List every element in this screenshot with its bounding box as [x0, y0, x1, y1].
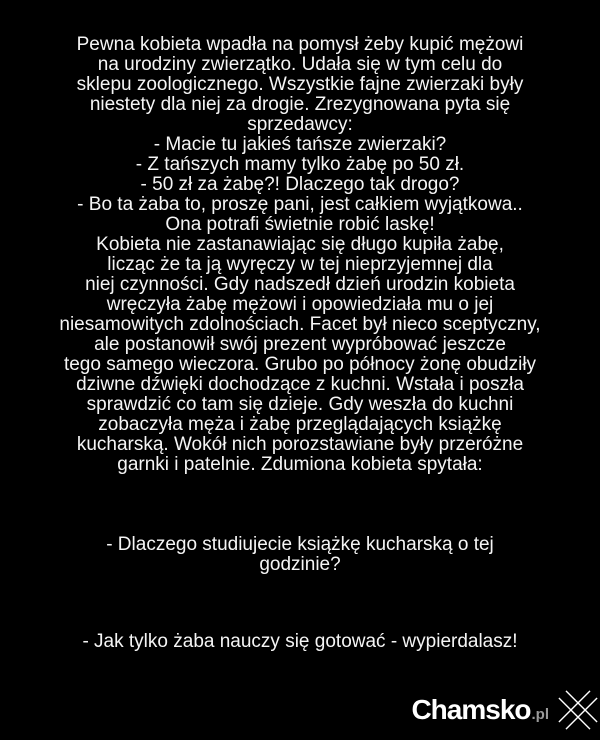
chamsko-watermark: [411, 681, 600, 739]
story-line: wręczyła żabę mężowi i opowiedziała mu o jej: [106, 294, 494, 315]
story-line: licząc że ta ją wyręczy w tej nieprzyjemnej dla: [107, 254, 493, 275]
story-line: niesamowitych zdolnościach. Facet był nieco sceptyczny,: [59, 314, 541, 335]
story-line: garnki i patelnie. Zdumiona kobieta spytała:: [117, 454, 483, 475]
story-line: niestety dla niej za drogie. Zrezygnowana pyta się: [89, 94, 511, 115]
story-line: sprawdzić co tam się dzieje. Gdy weszła do kuchni: [86, 394, 514, 415]
punchline-text-block: [0, 632, 600, 652]
story-line: - 50 zł za żabę?! Dlaczego tak drogo?: [140, 174, 460, 195]
story-line: Pewna kobieta wpadła na pomysł żeby kupić mężowi: [76, 34, 524, 55]
question-text-block: [0, 535, 600, 575]
question-line: - Dlaczego studiujecie książkę kucharską o tej: [106, 534, 494, 555]
story-line: dziwne dźwięki dochodzące z kuchni. Wstała i poszła: [76, 374, 524, 395]
brand-suffix: .pl: [531, 706, 549, 723]
story-line: - Bo ta żaba to, proszę pani, jest całkiem wyjątkowa..: [77, 194, 523, 215]
story-line: Kobieta nie zastanawiając się długo kupiła żabę,: [96, 234, 504, 255]
story-line: niej czynności. Gdy nadszedł dzień urodzin kobieta: [85, 274, 515, 295]
question-line: godzinie?: [259, 554, 341, 575]
story-text-block: [0, 35, 600, 475]
story-line: tego samego wieczora. Grubo po północy żonę obudziły: [63, 354, 537, 375]
story-line: - Macie tu jakieś tańsze zwierzaki?: [153, 134, 447, 155]
story-line: sklepu zoologicznego. Wszystkie fajne zwierzaki były: [76, 74, 524, 95]
story-line: na urodziny zwierzątko. Udała się w tym celu do: [97, 54, 503, 75]
story-line: sprzedawcy:: [247, 114, 353, 135]
story-line: Ona potrafi świetnie robić laskę!: [165, 214, 435, 235]
brand-text: [411, 694, 549, 726]
story-line: - Z tańszych mamy tylko żabę po 50 zł.: [135, 154, 465, 175]
story-line: zobaczyła męża i żabę przeglądających książkę: [98, 414, 502, 435]
rotated-hash-icon: [554, 681, 600, 739]
story-line: kucharską. Wokół nich porozstawiane były przeróżne: [76, 434, 524, 455]
brand-name: Chamsko: [411, 694, 531, 725]
story-line: ale postanowił swój prezent wypróbować jeszcze: [94, 334, 506, 355]
punchline-line: - Jak tylko żaba nauczy się gotować - wypierdalasz!: [82, 631, 518, 652]
